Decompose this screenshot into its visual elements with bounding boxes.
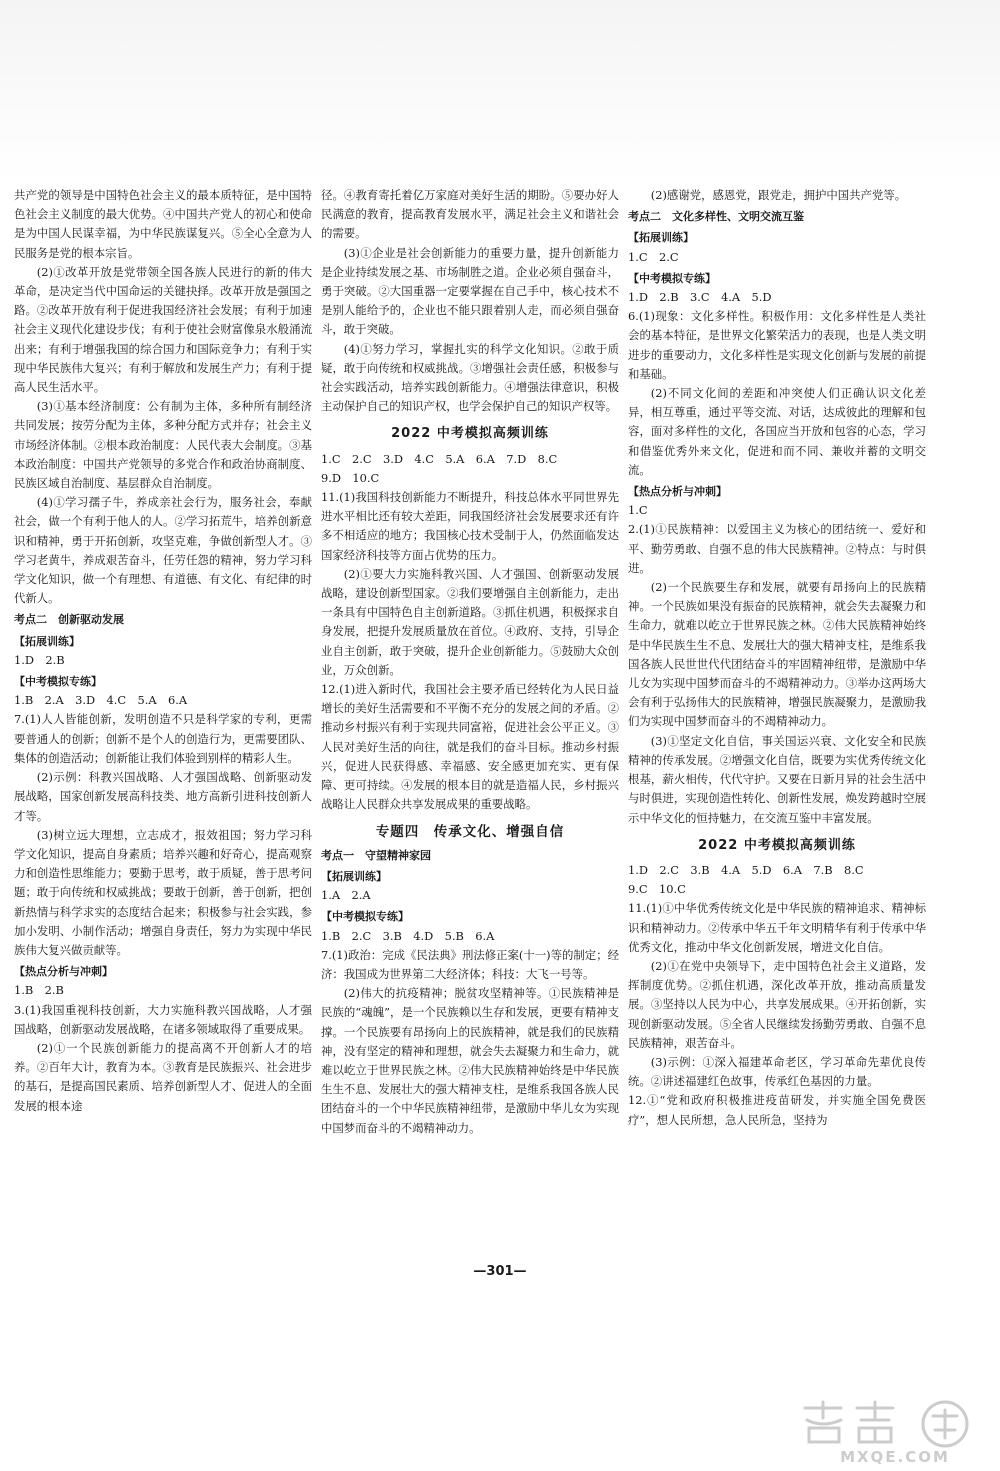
paragraph: (2)示例：科教兴国战略、人才强国战略、创新驱动发展战略，国家创新发展高科技类、地方高新引进科技创新人才等。 [14,770,312,823]
paragraph: (2)①一个民族创新能力的提高离不开创新人才的培养。②百年大计，教育为本。③教育是民族振兴、社会进步的基石，是提高国民素质、培养创新型人才、促进人的全面发展的根本途 [14,1040,312,1113]
svg-text:MXQE.COM: MXQE.COM [840,1448,950,1466]
paragraph: (4)①努力学习，掌握扎实的科学文化知识。②敢于质疑，敢于向传统和权威挑战。③增强社会责任感，积极参与社会实践活动，培养实践创新能力。④增强法律意识，积极主动保护自己的知识产权，也学会保护自己的知识产权等。 [321,341,619,414]
paragraph: (2)①要大力实施科教兴国、人才强国、创新驱动发展战略，建设创新型国家。②我们要增强自主创新能力，走出一条具有中国特色自主创新道路。③抓住机遇，积极探求自身发展，把提升发展质量放在首位。④政府、支持，引导企业自主创新，敢于突破，提升企业创新能力。⑤鼓励大众创业，万众创新。 [321,566,619,677]
paragraph: (3)①基本经济制度：公有制为主体，多种所有制经济共同发展；按劳分配为主体，多种分配方式并存；社会主义市场经济体制。②根本政治制度：人民代表大会制度。③基本政治制度：中国共产党领导的多党合作和政治协商制度、民族区域自治制度、基层群众自治制度。 [14,399,312,491]
section-label: 【中考模拟专练】 [321,910,409,924]
page-number: —301— [473,1264,527,1279]
answer-line: 9.C 10.C [628,882,686,897]
paragraph: 径。④教育寄托着亿万家庭对美好生活的期盼。⑤要办好人民满意的教育，提高教育发展水平，满足社会主义和谐社会的需要。 [321,188,619,241]
text-column-right [628,186,926,1130]
section-label: 【拓展训练】 [628,231,694,245]
paragraph: 12.①“党和政府积极推进疫苗研发，并实施全国免费医疗”，想人民所想，急人民所急，坚持为 [628,1093,926,1127]
paragraph: 11.(1)我国科技创新能力不断提升，科技总体水平同世界先进水平相比还有较大差距，同我国经济社会发展要求还有许多不相适应的地方；我国核心技术受制于人，仍然面临发达国家经济科技等方面占优势的压力。 [321,490,619,562]
paragraph: (3)①企业是社会创新能力的重要力量，提升创新能力是企业持续发展之基、市场制胜之道。企业必须自强奋斗，勇于突破。②大国重器一定要掌握在自己手中，核心技术不是别人能给予的，企业也不能只跟着别人走，而必须自强奋斗，敢于突破。 [321,245,619,337]
answer-line: 9.D 10.C [321,470,380,485]
paragraph: (2)①改革开放是党带领全国各族人民进行的新的伟大革命，是决定当代中国命运的关键抉择。改革开放是强国之路。②改革开放有利于促进我国经济社会发展；有利于加速社会主义现代化建设步伐；有利于使社会财富像泉水般涌流出来；有利于增强我国的综合国力和国际竞争力；有利于实现中华民族伟大复兴；有利于解放和发展生产力；有利于提高人民生活水平。 [14,264,312,395]
answer-line: 1.B 2.A 3.D 4.C 5.A 6.A [14,693,188,708]
section-title: 2022 中考模拟高频训练 [698,837,856,853]
paragraph: (3)示例：①深入福建革命老区，学习革命先辈优良传统。②讲述福建红色故事，传承红色基因的力量。 [628,1054,926,1089]
paragraph: (4)①学习孺子牛，养成亲社会行为，服务社会，奉献社会，做一个有利于他人的人。②学习拓荒牛，培养创新意识和精神，勇于开拓创新，攻坚克难，争做创新型人才。③学习老黄牛，养成艰苦奋斗，任劳任怨的精神，努力学习科学文化知识，做一个有理想、有道德、有文化、有纪律的时代新人。 [14,495,312,606]
paragraph: 11.(1)①中华优秀传统文化是中华民族的精神追求、精神标识和精神动力。②传承中华五千年文明精华有利于传承中华优秀文化，推动中华文化创新发展，增进文化自信。 [628,901,926,954]
paragraph: (2)①在党中央领导下，走中国特色社会主义道路，发挥制度优势。②抓住机遇，深化改革开放，推动高质量发展。③坚持以人民为中心，共享发展成果。④开拓创新，实现创新驱动发展。⑤全省人民继续发扬勤劳勇敢、自强不息民族精神，艰苦奋斗。 [628,958,926,1050]
section-label: 【中考模拟专练】 [14,675,102,689]
section-label: 【热点分析与冲刺】 [14,965,113,979]
kaodian-heading: 考点二 文化多样性、文明交流互鉴 [628,210,804,224]
paragraph: 12.(1)进入新时代，我国社会主要矛盾已经转化为人民日益增长的美好生活需要和不平衡不充分的发展之间的矛盾。②推动乡村振兴有利于实现共同富裕，促进社会公平正义。③人民对美好生活的向往，就是我们的奋斗目标。推动乡村振兴，促进人民获得感、幸福感、安全感更加充实、更有保障、更可持续。④发展的根本目的就是造福人民，乡村振兴战略让人民群众共享发展成果的重要战略。 [321,682,619,812]
section-label: 【拓展训练】 [14,634,80,648]
paragraph: (2)感谢党，感恩党，跟党走，拥护中国共产党等。 [650,188,907,202]
paragraph: 3.(1)我国重视科技创新，大力实施科教兴国战略，人才强国战略，创新驱动发展战略，在诸多领域取得了重要成果。 [14,1002,312,1036]
kaodian-heading: 考点二 创新驱动发展 [14,613,124,627]
section-label: 【拓展训练】 [321,869,387,883]
answer-line: 1.D 2.B [14,652,65,667]
page-top-blank [0,0,1000,180]
text-column-left [14,186,312,1116]
answer-line: 1.C 2.C 3.D 4.C 5.A 6.A 7.D 8.C [321,451,558,466]
paragraph: (2)伟大的抗疫精神；脱贫攻坚精神等。①民族精神是民族的“魂魄”，是一个民族赖以生存和发展，更要有精神支撑。一个民族要有昂扬向上的民族精神，就是我们的民族精神，没有坚定的精神和理想，就会失去凝聚力和生命力，就难以屹立于世界民族之林。②伟大民族精神始终是中华民族生生不息、发展壮大的强大精神支柱，是维系我国各族人民团结奋斗的一个中华民族精神纽带，是激励中华儿女为实现中国梦而奋斗的不竭精神动力。 [321,986,619,1135]
answer-line: 1.B 2.C 3.B 4.D 5.B 6.A [321,928,495,943]
answer-line: 1.C [628,503,648,518]
topic-title: 专题四 传承文化、增强自信 [375,823,565,840]
answer-line: 1.D 2.B 3.C 4.A 5.D [628,290,772,305]
section-label: 【中考模拟专练】 [628,271,716,285]
text-column-middle [321,186,619,1138]
paragraph: (2)不同文化间的差距和冲突使人们正确认识文化差异，相互尊重，通过平等交流、对话，达成彼此的理解和包容，面对多样性的文化，各国应当开放和包容的心态，学习和借鉴优秀外来文化，促进和而不同、兼收并蓄的文明交流。 [628,386,926,477]
answer-line: 1.A 2.A [321,888,371,903]
watermark-logo [795,1398,995,1466]
paragraph: 7.(1)政治：完成《民法典》刑法修正案(十一)等的制定；经济：我国成为世界第二大经济体；科技：大飞一号等。 [321,947,619,981]
paragraph: (2)一个民族要生存和发展，就要有昂扬向上的民族精神。一个民族如果没有振奋的民族精神，就会失去凝聚力和生命力，就难以屹立于世界民族之林。②伟大民族精神始终是中华民族生生不息、发展壮大的强大精神支柱，是维系我国各族人民世世代代团结奋斗的牢固精神纽带，是激励中华儿女为实现中国梦而奋斗的不竭精神动力。③举办这两场大会有利于弘扬伟大的民族精神，增强民族凝聚力，是激励我们为实现中国梦而奋斗的不竭精神动力。 [628,580,926,729]
paragraph: (3)树立远大理想，立志成才，报效祖国；努力学习科学文化知识，提高自身素质；培养兴趣和好奇心，提高观察力和创造性思维能力；要勤于思考，敢于质疑，善于思考问题；敢于向传统和权威挑战；要敢于创新，善于创新，把创新热情与科学求实的态度结合起来；积极参与社会实践，参加小发明、小制作活动；增强自身责任，努力为实现中华民族伟大复兴做贡献等。 [14,827,312,957]
answer-line: 1.B 2.B [14,983,64,998]
paragraph: 2.(1)①民族精神：以爱国主义为核心的团结统一、爱好和平、勤劳勇敢、自强不息的伟大民族精神。②特点：与时俱进。 [628,522,926,575]
paragraph: 共产党的领导是中国特色社会主义的最本质特征，是中国特色社会主义制度的最大优势。④中国共产党人的初心和使命是为中国人民谋幸福，为中华民族谋复兴。⑤全心全意为人民服务是党的根本宗旨。 [14,188,312,260]
section-label: 【热点分析与冲刺】 [628,485,727,499]
paragraph: 7.(1)人人皆能创新，发明创造不只是科学家的专利，更需要普通人的创新；创新不是个人的创造行为，更需要团队、集体的创造活动；创新能让我们体验到别样的精彩人生。 [14,712,312,765]
paragraph: 6.(1)现象：文化多样性。积极作用：文化多样性是人类社会的基本特征，是世界文化繁荣活力的表现，也是人类文明进步的重要动力，文化多样性是实现文化创新与发展的前提和基础。 [628,309,926,381]
answer-line: 1.D 2.C 3.B 4.A 5.D 6.A 7.B 8.C [628,862,864,877]
section-title: 2022 中考模拟高频训练 [391,426,549,442]
answer-line: 1.C 2.C [628,249,679,264]
kaodian-heading: 考点一 守望精神家园 [321,848,431,862]
paragraph: (3)①坚定文化自信，事关国运兴衰、文化安全和民族精神的传承发展。②增强文化自信，既要为实优秀传统文化根基，薪火相传，代代守护。又要在日新月异的社会生活中与时俱进，实现创造性转化、创新性发展，焕发跨越时空展示中华文化的恒持魅力，在交流互鉴中丰富发展。 [628,733,926,825]
